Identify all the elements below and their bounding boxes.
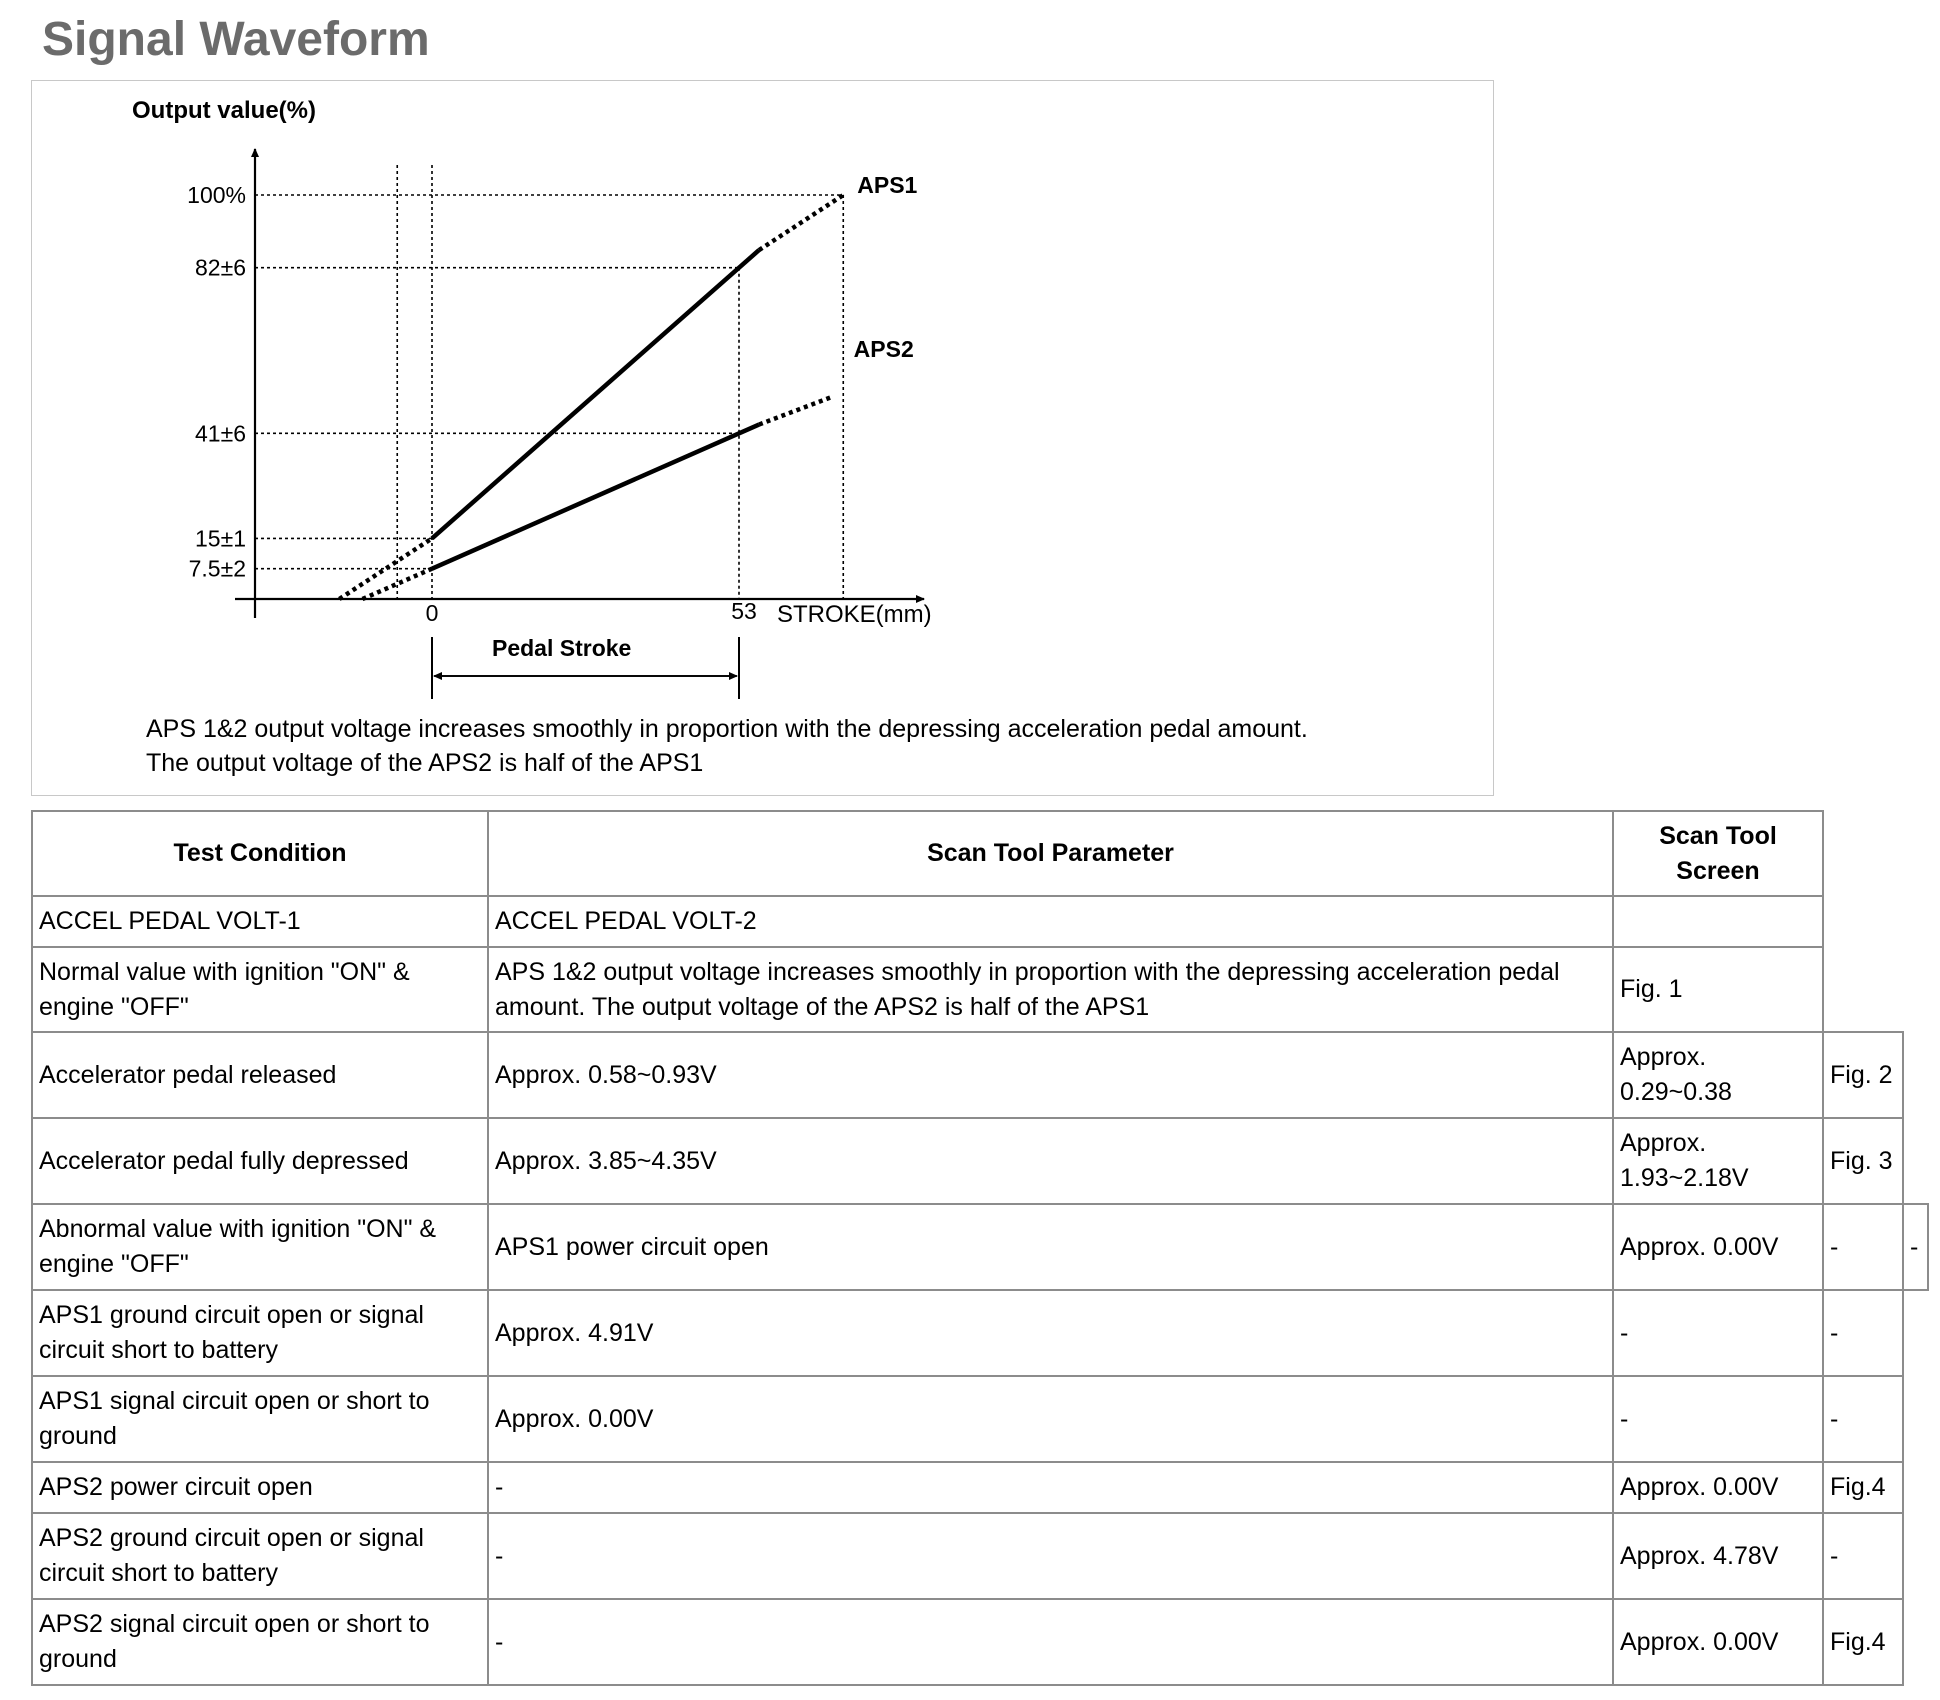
table-cell: Approx. 0.00V xyxy=(1613,1462,1823,1513)
chart-series xyxy=(339,195,843,599)
table-cell: Fig.4 xyxy=(1823,1462,1903,1513)
table-cell: - xyxy=(1903,1204,1928,1290)
header-scan-tool-parameter: Scan Tool Parameter xyxy=(488,811,1613,896)
series-line-aps1-high xyxy=(759,195,843,250)
signal-waveform-chart xyxy=(32,81,1492,794)
pedal-stroke-label: Pedal Stroke xyxy=(492,635,632,661)
table-header-row xyxy=(32,811,1928,896)
y-axis-title: Output value(%) xyxy=(132,97,316,124)
table-cell: APS 1&2 output voltage increases smoothly in proportion with the depressing acceleration pedal amount. The output voltage of the APS2 is half of the APS1 xyxy=(488,947,1613,1032)
series-line-aps2-high xyxy=(759,397,832,425)
y-tick-label: 15±1 xyxy=(195,525,246,552)
scan-tool-table xyxy=(31,810,1929,1686)
table-cell: - xyxy=(488,1599,1613,1685)
table-cell: APS1 power circuit open xyxy=(488,1204,1613,1290)
page-title: Signal Waveform xyxy=(42,13,430,66)
table-row xyxy=(32,1118,1928,1204)
table-cell: Fig. 2 xyxy=(1823,1032,1903,1118)
table-cell: APS1 ground circuit open or signal circuit short to battery xyxy=(32,1290,488,1376)
table-row xyxy=(32,1513,1928,1599)
table-cell: Accelerator pedal fully depressed xyxy=(32,1118,488,1204)
y-tick-label: 100% xyxy=(187,182,246,208)
table-cell: Abnormal value with ignition "ON" & engine "OFF" xyxy=(32,1204,488,1290)
table-cell: ACCEL PEDAL VOLT-2 xyxy=(488,896,1613,947)
table-row xyxy=(32,1032,1928,1118)
y-tick-label: 82±6 xyxy=(195,254,246,281)
table-row xyxy=(32,1204,1928,1290)
figure-caption-line: The output voltage of the APS2 is half of the APS1 xyxy=(146,749,704,777)
table-cell: APS1 signal circuit open or short to ground xyxy=(32,1376,488,1462)
table-cell: Approx. 0.58~0.93V xyxy=(488,1032,1613,1118)
table-cell: Approx. 0.00V xyxy=(1613,1599,1823,1685)
table-cell: APS2 ground circuit open or signal circuit short to battery xyxy=(32,1513,488,1599)
table-cell: Normal value with ignition "ON" & engine "OFF" xyxy=(32,947,488,1032)
chart-guide-lines xyxy=(255,165,843,599)
series-label-aps1: APS1 xyxy=(857,172,918,198)
x-tick-label: 53 xyxy=(731,598,757,624)
table-cell xyxy=(1613,896,1823,947)
table-cell: - xyxy=(488,1513,1613,1599)
x-axis-title: STROKE(mm) xyxy=(777,601,932,628)
waveform-figure xyxy=(31,80,1494,796)
y-tick-label: 41±6 xyxy=(195,420,246,447)
table-row xyxy=(32,1290,1928,1376)
table-cell: Approx. 1.93~2.18V xyxy=(1613,1118,1823,1204)
chart-labels xyxy=(132,97,1308,777)
table-cell: - xyxy=(488,1462,1613,1513)
table-cell: - xyxy=(1823,1204,1903,1290)
table-cell: APS2 power circuit open xyxy=(32,1462,488,1513)
table-cell: - xyxy=(1823,1513,1903,1599)
table-row xyxy=(32,1376,1928,1462)
x-tick-label: 0 xyxy=(425,600,439,626)
table-cell: - xyxy=(1823,1376,1903,1462)
table-cell: - xyxy=(1613,1376,1823,1462)
table-cell: Approx. 0.00V xyxy=(1613,1204,1823,1290)
table-cell: Fig. 1 xyxy=(1613,947,1823,1032)
table-cell: Approx. 0.00V xyxy=(488,1376,1613,1462)
table-cell: Accelerator pedal released xyxy=(32,1032,488,1118)
table-cell: Approx. 4.91V xyxy=(488,1290,1613,1376)
table-row xyxy=(32,947,1928,1032)
table-row xyxy=(32,896,1928,947)
header-scan-tool-screen: Scan Tool Screen xyxy=(1613,811,1823,896)
table-cell: APS2 signal circuit open or short to ground xyxy=(32,1599,488,1685)
table-cell: Fig.4 xyxy=(1823,1599,1903,1685)
table-row xyxy=(32,1599,1928,1685)
table-row xyxy=(32,1462,1928,1513)
table-cell: Approx. 3.85~4.35V xyxy=(488,1118,1613,1204)
table-cell: - xyxy=(1613,1290,1823,1376)
table-cell: - xyxy=(1823,1290,1903,1376)
header-test-condition: Test Condition xyxy=(32,811,488,896)
series-label-aps2: APS2 xyxy=(853,336,914,362)
table-cell: Fig. 3 xyxy=(1823,1118,1903,1204)
table-cell: ACCEL PEDAL VOLT-1 xyxy=(32,896,488,947)
figure-caption-line: APS 1&2 output voltage increases smoothly in proportion with the depressing acceleration pedal amount. xyxy=(146,715,1308,743)
table-cell: Approx. 4.78V xyxy=(1613,1513,1823,1599)
table-cell: Approx. 0.29~0.38 xyxy=(1613,1032,1823,1118)
y-tick-label: 7.5±2 xyxy=(188,555,246,582)
